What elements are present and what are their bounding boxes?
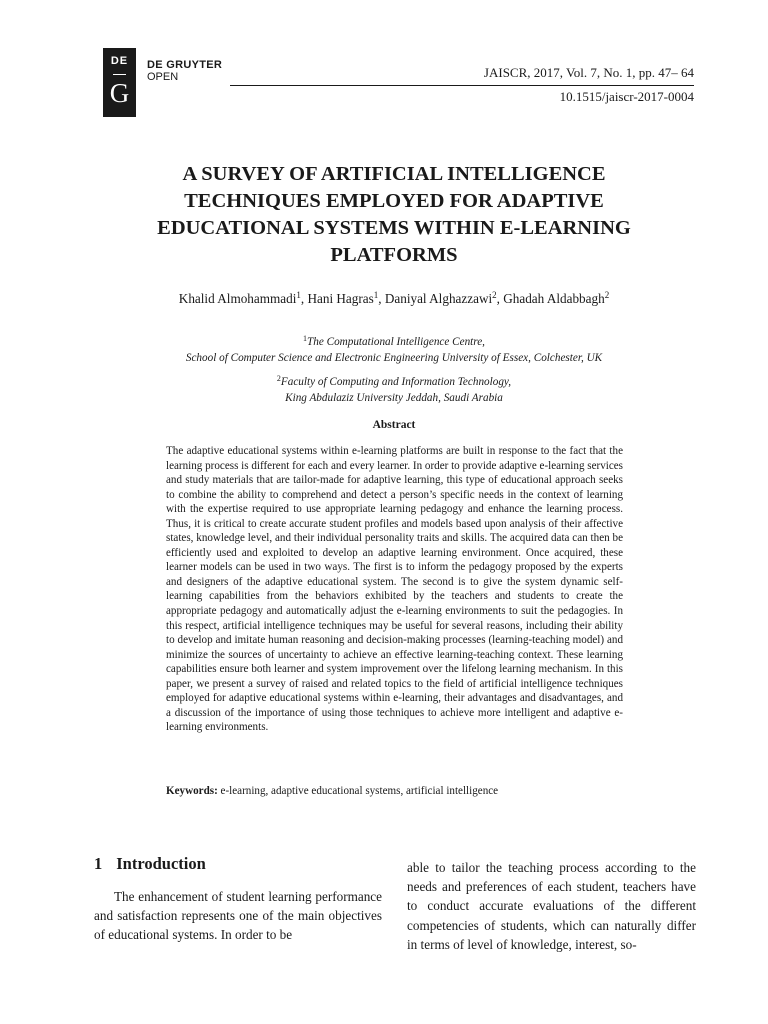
affiliation-number: 2	[276, 374, 281, 383]
affiliation-line: The Computational Intelligence Centre,	[307, 336, 485, 348]
publisher-sub: OPEN	[147, 71, 179, 83]
body-text-left-column: The enhancement of student learning performance and satisfaction represents one of the main objectives of educational systems. In order to be	[94, 889, 382, 943]
keywords-text: e-learning, adaptive educational systems, artificial intelligence	[220, 785, 499, 797]
title-line: PLATFORMS	[330, 244, 458, 266]
section-heading	[94, 856, 206, 873]
publisher-logo	[103, 48, 136, 117]
author-affiliation-mark: 2	[604, 290, 610, 300]
author-name: Khalid Almohammadi	[178, 291, 297, 306]
affiliation-2	[60, 375, 728, 406]
author-name: Daniyal Alghazzawi	[384, 291, 493, 306]
abstract-heading: Abstract	[372, 419, 416, 431]
logo-g-text: G	[109, 78, 130, 108]
journal-reference: JAISCR, 2017, Vol. 7, No. 1, pp. 47– 64	[483, 65, 694, 80]
affiliation-number: 1	[303, 334, 308, 343]
title-line: TECHNIQUES EMPLOYED FOR ADAPTIVE	[184, 190, 604, 212]
keywords-label: Keywords:	[166, 785, 218, 797]
affiliation-line: Faculty of Computing and Information Technology,	[280, 376, 512, 388]
logo-rule	[113, 74, 126, 75]
title-line: EDUCATIONAL SYSTEMS WITHIN E-LEARNING	[157, 217, 631, 239]
keywords	[166, 784, 623, 799]
section-title: Introduction	[116, 854, 206, 873]
logo-de-text: DE	[110, 55, 129, 67]
paper-title	[100, 161, 688, 269]
author-list: Khalid Almohammadi$^1$, Hani Hagras$^1$, Daniyal Alghazzawi$^2$, Ghadah Aldabbagh$^2$	[178, 290, 610, 306]
doi: 10.1515/jaiscr-2017-0004	[559, 89, 694, 104]
section-number: 1	[94, 854, 103, 873]
affiliation-line: King Abdulaziz University Jeddah, Saudi Arabia	[285, 391, 503, 404]
author-affiliation-mark: 1	[373, 290, 379, 300]
header-rule	[230, 85, 694, 86]
title-line: A SURVEY OF ARTIFICIAL INTELLIGENCE	[182, 163, 606, 185]
affiliation-line: School of Computer Science and Electronic Engineering University of Essex, Colchester, UK	[185, 351, 603, 364]
body-text-right-column: able to tailor the teaching process according to the needs and preferences of each student, teachers have to conduct accurate evaluations of the different competencies of students, which can naturally differ in terms of level of knowledge, interest, so-	[407, 860, 696, 952]
affiliation-1	[60, 335, 728, 366]
publisher-name: DE GRUYTER	[147, 59, 223, 71]
author-name: Hani Hagras	[307, 291, 374, 306]
author-name: Ghadah Aldabbagh	[503, 291, 605, 306]
author-affiliation-mark: 1	[296, 290, 301, 300]
abstract-text: The adaptive educational systems within e-learning platforms are built in response to the fact that the learning process is different for each and every learner. In order to provide adaptive e-learning services and study materials that are tailor-made for adaptive learning, this type of educational approach seeks to combine the ability to comprehend and detect a person’s specific needs in the context of learning with the expertise required to use appropriate learning pedagogy and enhance the learning process. Thus, it is critical to create accurate student profiles and models based upon analysis of their affective states, knowledge level, and their individual personality traits and skills. The acquired data can then be efficiently used and exploited to develop an adaptive learning environment. Once acquired, these learner models can be used in two ways. The first is to inform the pedagogy proposed by the experts and designers of the adaptive educational system. The second is to give the system dynamic self-learning capabilities from the behaviors exhibited by the teachers and students to create the appropriate pedagogy and automatically adjust the e-learning environments to suit the pedagogies. In this respect, artificial intelligence techniques may be useful for several reasons, including their ability to develop and imitate human reasoning and decision-making processes (learning-teaching model) and minimize the sources of uncertainty to achieve an effective learning-teaching context. These learning capabilities ensure both learner and system improvement over the lifelong learning mechanism. In this paper, we present a survey of raised and related topics to the field of artificial intelligence techniques employed for adaptive educational systems within e-learning, their advantages and disadvantages, and a discussion of the importance of using those techniques to achieve more intelligent and adaptive e-learning environments.	[166, 445, 623, 734]
author-affiliation-mark: 2	[492, 290, 497, 300]
